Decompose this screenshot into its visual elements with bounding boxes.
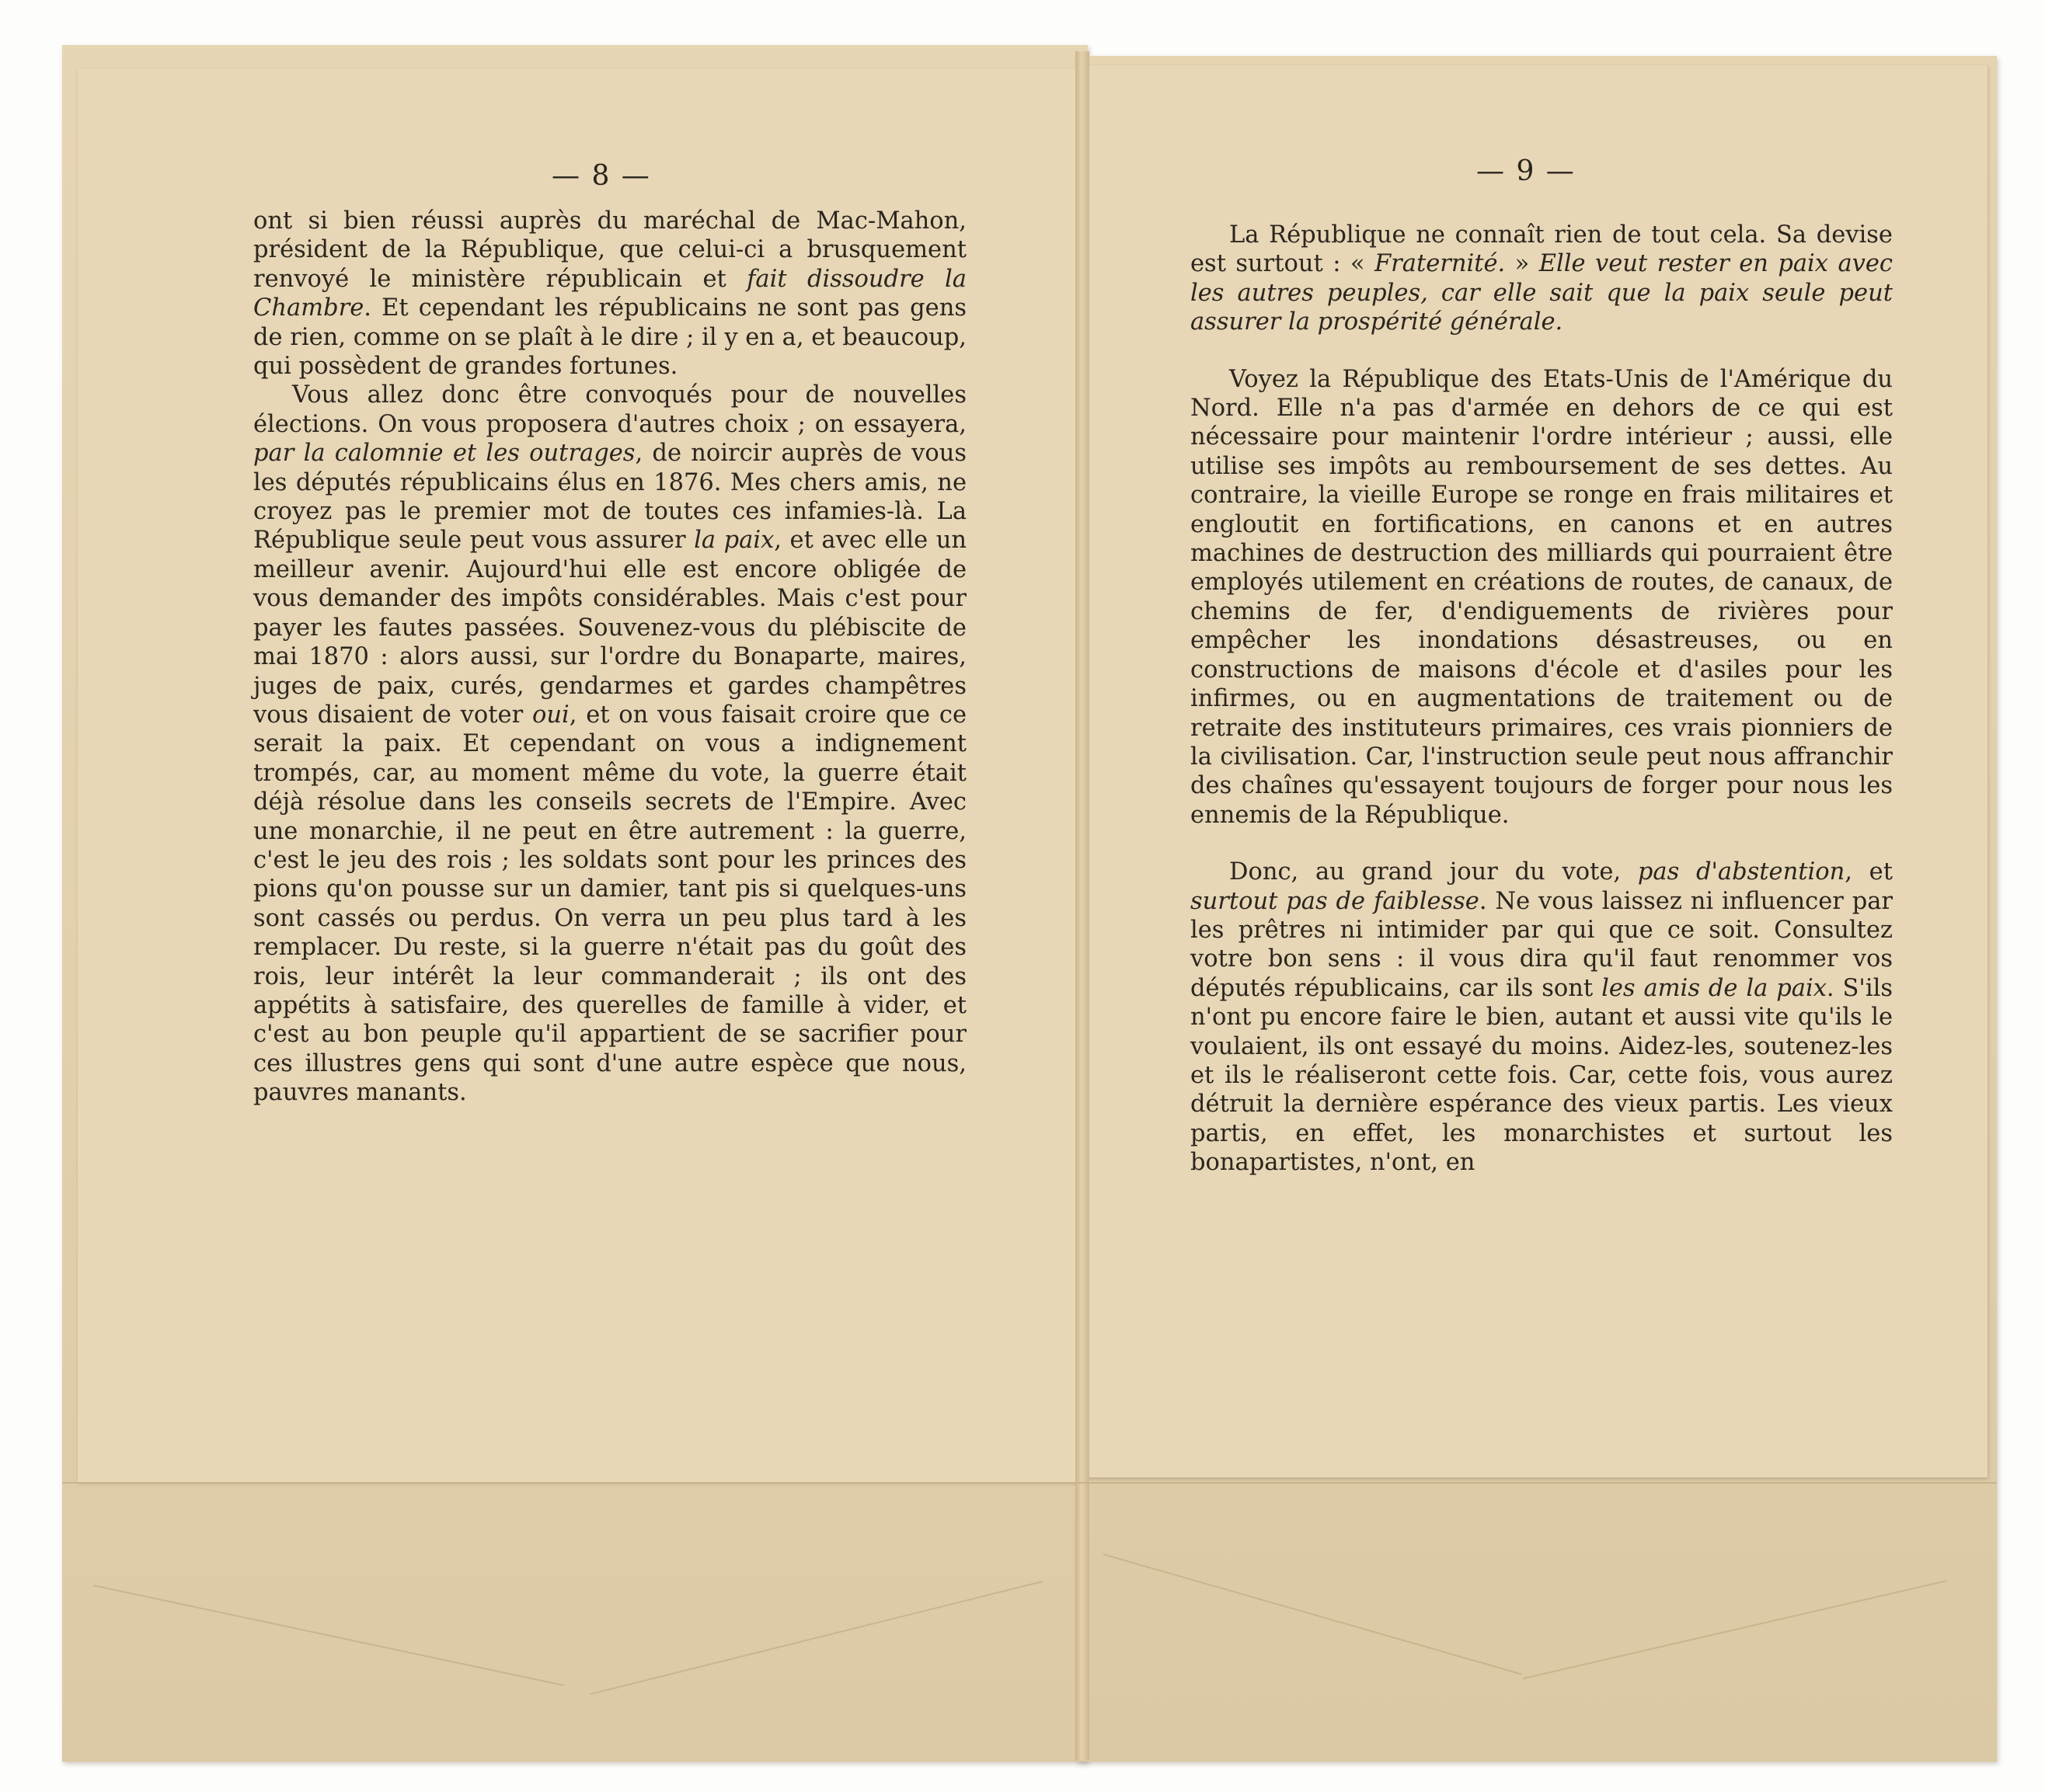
paragraph bbox=[1190, 365, 1893, 830]
text-run: La République ne connaît rien de tout cela. Sa devise est surtout : « bbox=[1190, 221, 1893, 278]
italic-text-run: pas d'abstention bbox=[1637, 858, 1845, 886]
paragraph bbox=[1190, 221, 1893, 337]
text-run: Voyez la République des Etats-Unis de l'Amérique du Nord. Elle n'a pas d'armée en dehors de ce qui est nécessaire pour maintenir l'ordre intérieur ; aussi, elle utilise ses impôts au remboursement de ses dettes. Au contraire, la vieille Europe se ronge en frais militaires et engloutit en fortifications, en canons et en autres machines de destruction des milliards qui pourraient être employés utilement en créations de routes, de canaux, de chemins de fer, d'endiguements de rivières pour empêcher les inondations désastreuses, ou en constructions de maisons d'école et d'asiles pour les infirmes, ou en augmentations de traitement ou de retraite des instituteurs primaires, ces vrais pionniers de la civilisation. Car, l'instruction seule peut nous affranchir des chaînes qu'essayent toujours de forger pour nous les ennemis de la République. bbox=[1190, 365, 1893, 829]
text-run: , de noircir auprès de vous les députés républicains élus en 1876. Mes chers amis, ne croyez pas le premier mot de toutes ces infamies-là. La République seule peut vous assurer bbox=[253, 440, 967, 555]
italic-text-run: surtout pas de faiblesse bbox=[1190, 887, 1479, 915]
right-text-column bbox=[1190, 221, 1893, 1178]
left-text-column bbox=[253, 207, 967, 1108]
text-run: , et bbox=[1845, 858, 1893, 886]
page-number-right: — 9 — bbox=[1476, 155, 1576, 187]
paragraph bbox=[253, 207, 967, 381]
page-number-left: — 8 — bbox=[552, 160, 651, 192]
text-run: Donc, au grand jour du vote, bbox=[1229, 858, 1638, 886]
text-run: . Et cependant les républicains ne sont pas gens de rien, comme on se plaît à le dire ; il y en a, et beaucoup, qui possèdent de grandes fortunes. bbox=[253, 294, 967, 381]
italic-text-run: Fraternité. bbox=[1374, 250, 1506, 278]
italic-text-run: la paix bbox=[694, 527, 775, 555]
italic-text-run: oui bbox=[531, 701, 570, 729]
text-run: . Ne vous laissez ni influencer par les prêtres ni intimider par qui que ce soit. Consultez votre bon sens : il vous dira qu'il faut renommer vos députés républicains, car ils sont bbox=[1190, 887, 1893, 1002]
italic-text-run: Elle veut rester en paix avec les autres peuples, car elle sait que la paix seule peut assurer la prospérité générale. bbox=[1190, 250, 1893, 336]
paragraph bbox=[1190, 858, 1893, 1177]
italic-text-run: par la calomnie et les outrages bbox=[253, 440, 636, 468]
spine-fold bbox=[1075, 51, 1089, 1760]
text-run: » bbox=[1505, 250, 1539, 278]
italic-text-run: les amis de la paix bbox=[1601, 974, 1827, 1002]
bottom-fold-line bbox=[62, 1482, 1997, 1484]
text-run: . S'ils n'ont pu encore faire le bien, autant et aussi vite qu'ils le voulaient, ils ont essayé du moins. Aidez-les, soutenez-les et ils le réaliseront cette fois. Car, cette fois, vous aurez détruit la dernière espérance des vieux partis. Les vieux partis, en effet, les monarchistes et surtout les bonapartistes, n'ont, en bbox=[1190, 974, 1893, 1177]
italic-text-run: fait dissoudre la Chambre bbox=[253, 265, 967, 322]
paragraph bbox=[253, 381, 967, 1107]
text-run: , et avec elle un meilleur avenir. Aujourd'hui elle est encore obligée de vous demander des impôts considérables. Mais c'est pour payer les fautes passées. Souvenez-vous du plébiscite de mai 1870 : alors aussi, sur l'ordre du Bonaparte, maires, juges de paix, curés, gendarmes et gardes champêtres vous disaient de voter bbox=[253, 527, 967, 729]
text-run: ont si bien réussi auprès du maréchal de Mac-Mahon, président de la République, que celui-ci a brusquement renvoyé le ministère républicain et bbox=[253, 207, 967, 293]
text-run: , et on vous faisait croire que ce serait la paix. Et cependant on vous a indignement trompés, car, au moment même du vote, la guerre était déjà résolue dans les conseils secrets de l'Empire. Avec une monarchie, il ne peut en être autrement : la guerre, c'est le jeu des rois ; les soldats sont pour les princes des pions qu'on pousse sur un damier, tant pis si quelques-uns sont cassés ou perdus. On verra un peu plus tard à les remplacer. Du reste, si la guerre n'était pas du goût des rois, leur intérêt la leur commanderait ; ils ont des appétits à satisfaire, des querelles de famille à vider, et c'est au bon peuple qu'il appartient de se sacrifier pour ces illustres gens qui sont d'une autre espèce que nous, pauvres manants. bbox=[253, 701, 967, 1107]
text-run: Vous allez donc être convoqués pour de nouvelles élections. On vous proposera d'autres choix ; on essayera, bbox=[253, 381, 967, 438]
